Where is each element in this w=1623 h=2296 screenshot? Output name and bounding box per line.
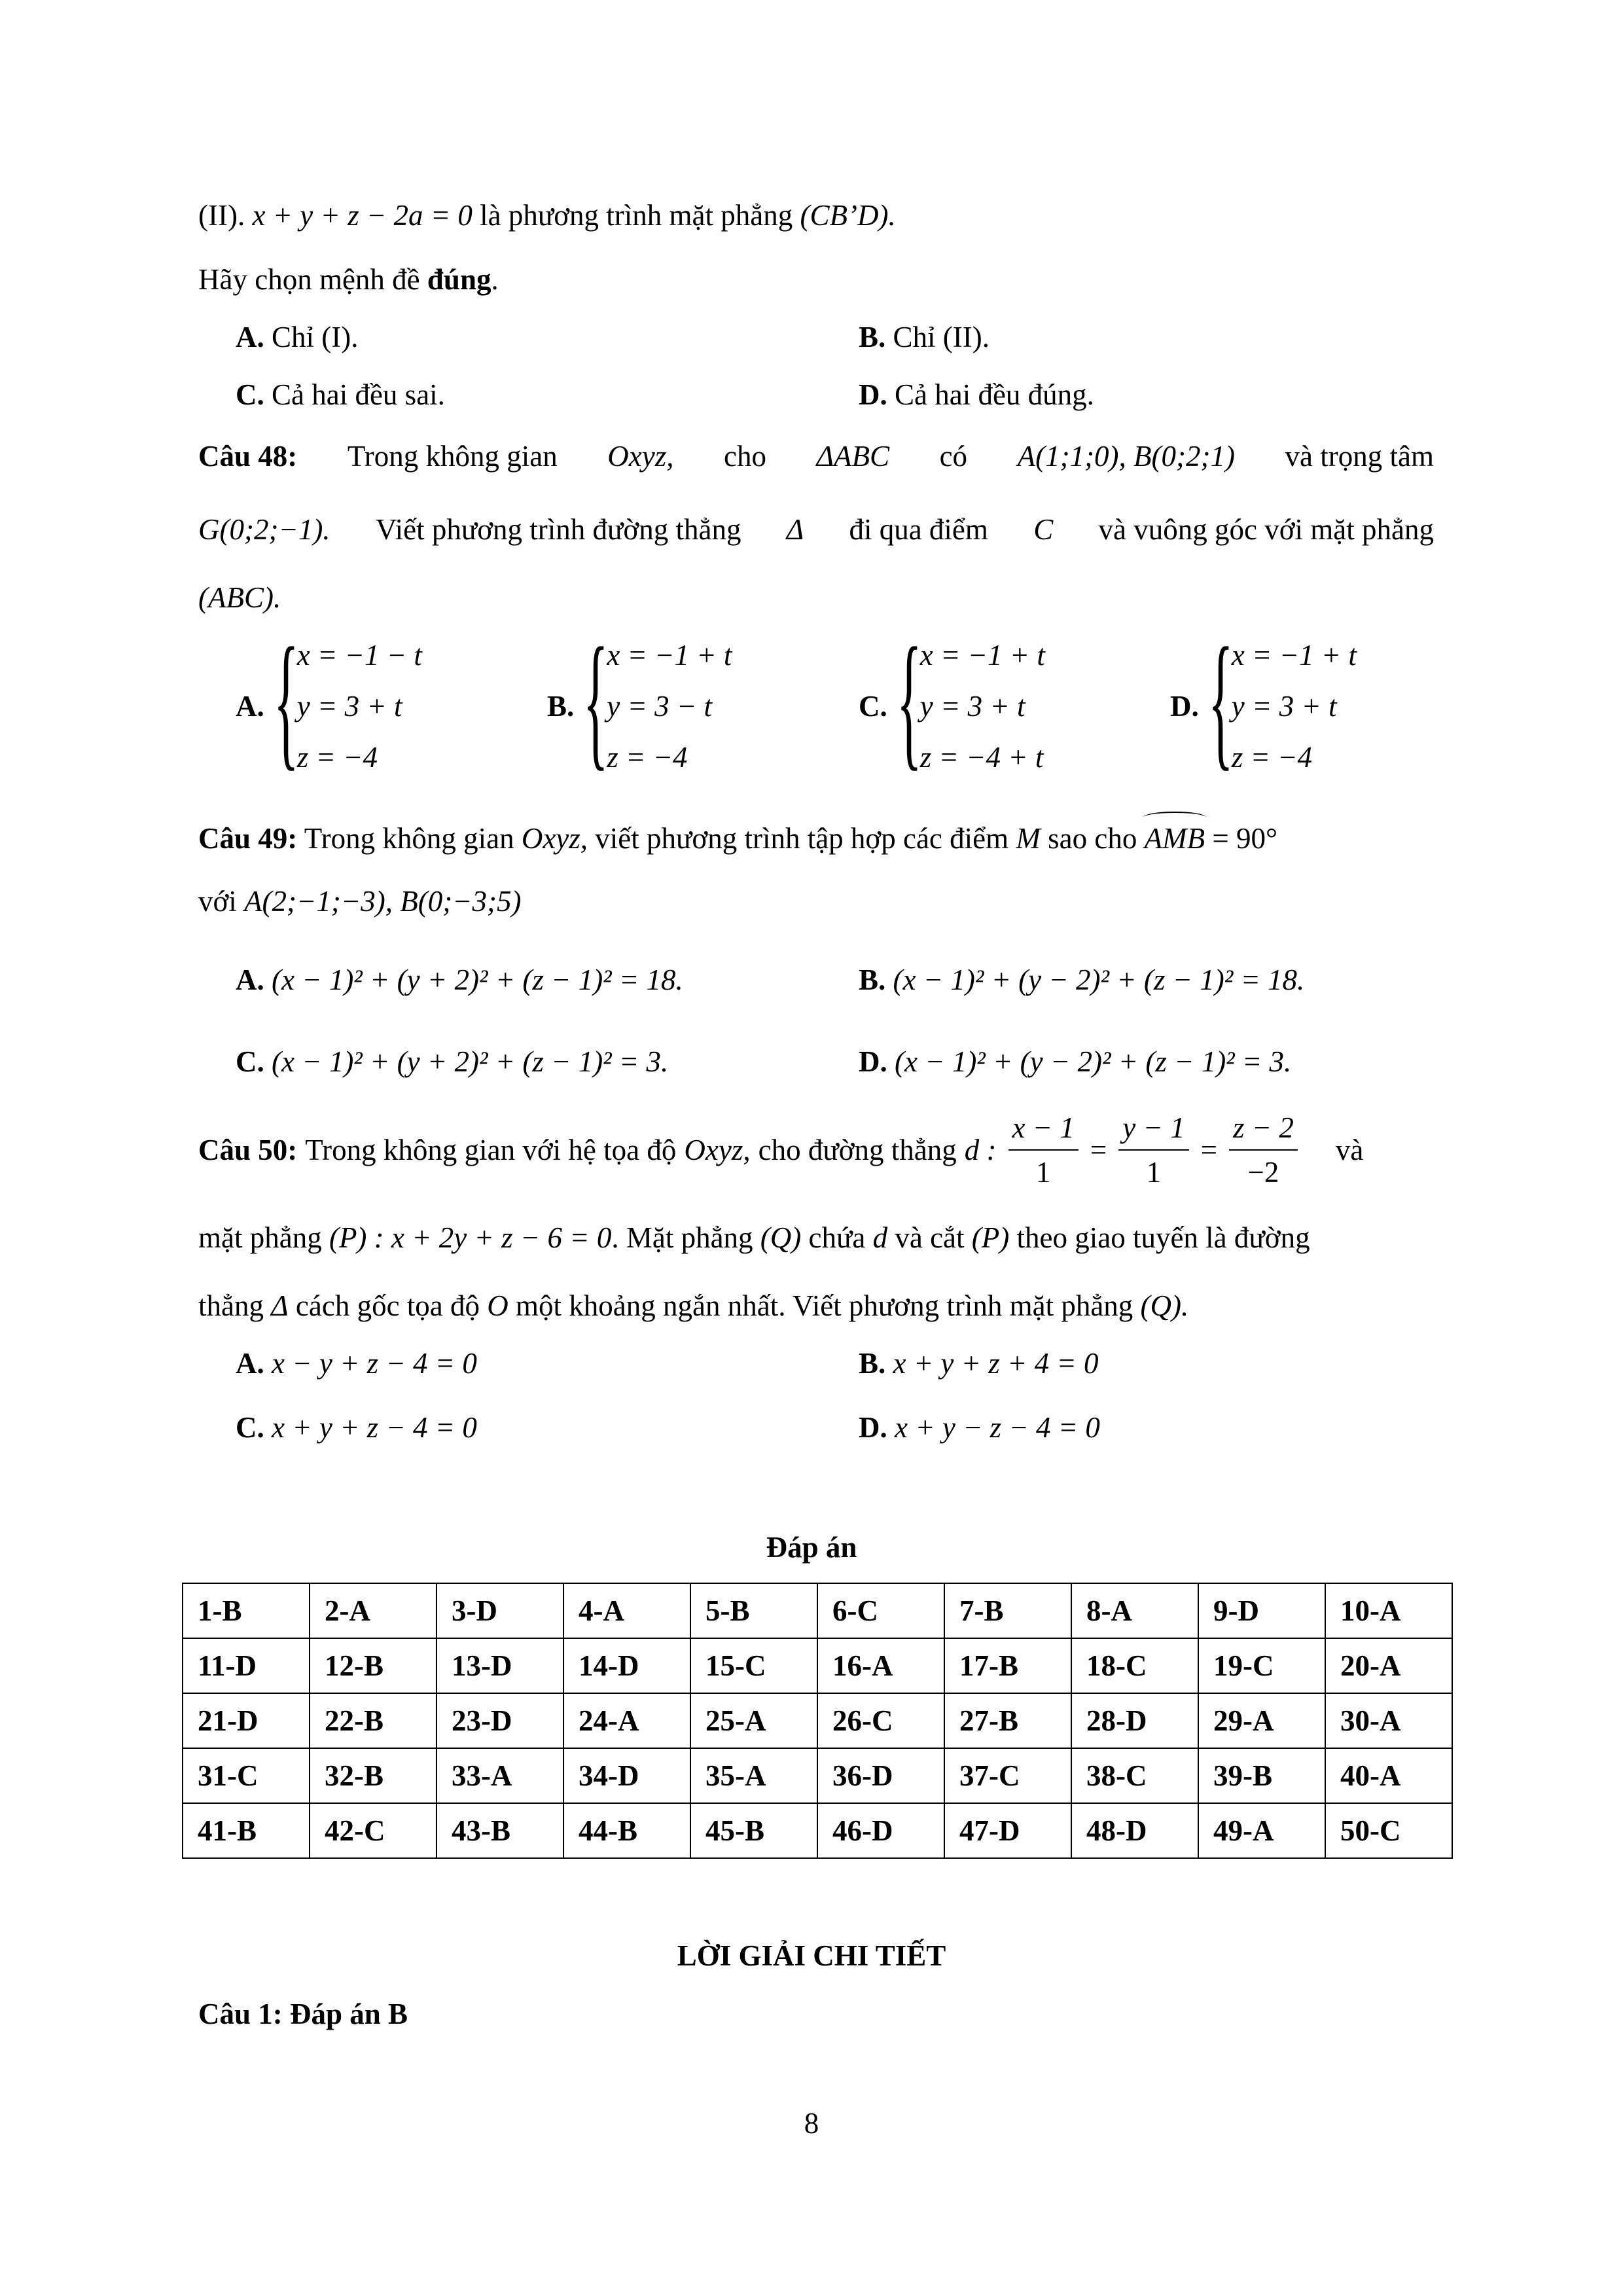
answer-cell: 15-C: [690, 1638, 817, 1693]
q50-line-1: Câu 50: Trong không gian với hệ tọa độ Oxyz, cho đường thẳng d : $\frac{x - 1}{1}$ = $\frac{y - 1}{1}$ = $\frac{z - 2}{-2}$ và: [198, 1111, 1364, 1189]
answer-cell: 19-C: [1198, 1638, 1325, 1693]
q50-option-b: B. x + y + z + 4 = 0: [859, 1347, 1099, 1380]
answer-cell: 48-D: [1071, 1803, 1198, 1858]
answer-cell: 5-B: [690, 1583, 817, 1638]
answer-cell: 46-D: [817, 1803, 944, 1858]
answer-cell: 2-A: [310, 1583, 437, 1638]
answer-cell: 8-A: [1071, 1583, 1198, 1638]
answer-cell: 25-A: [690, 1693, 817, 1748]
answer-cell: 6-C: [817, 1583, 944, 1638]
answer-cell: 23-D: [437, 1693, 563, 1748]
answers-title: Đáp án: [766, 1531, 857, 1564]
answer-row: [183, 1638, 1452, 1693]
q48-option-a: A. { x = −1 − t y = 3 + t z = −4: [236, 617, 422, 783]
answer-cell: 43-B: [437, 1803, 563, 1858]
answer-row: [183, 1803, 1452, 1858]
answer-cell: 39-B: [1198, 1748, 1325, 1803]
answer-cell: 35-A: [690, 1748, 817, 1803]
answer-cell: 18-C: [1071, 1638, 1198, 1693]
q49-option-d: D. (x − 1)² + (y − 2)² + (z − 1)² = 3.: [859, 1045, 1292, 1078]
q49-line-2: với A(2;−1;−3), B(0;−3;5): [198, 885, 522, 918]
q48-line-2: G(0;2;−1). Viết phương trình đường thẳng Δ đi qua điểm C và vuông góc với mặt phẳng: [198, 513, 1434, 546]
fraction-z: $\frac{z - 2}{-2}$: [1229, 1110, 1298, 1190]
q49-line-1: Câu 49: Trong không gian Oxyz, viết phương trình tập hợp các điểm M sao cho AMB = 90°: [198, 822, 1277, 855]
answer-cell: 16-A: [817, 1638, 944, 1693]
answer-cell: 49-A: [1198, 1803, 1325, 1858]
solution-title: LỜI GIẢI CHI TIẾT: [677, 1939, 946, 1972]
q47-prompt: Hãy chọn mệnh đề đúng.: [198, 263, 499, 296]
answer-cell: 4-A: [563, 1583, 690, 1638]
q47-option-b: B. Chỉ (II).: [859, 321, 990, 353]
answer-cell: 45-B: [690, 1803, 817, 1858]
answer-cell: 11-D: [183, 1638, 310, 1693]
answer-cell: 1-B: [183, 1583, 310, 1638]
brace-symbol: {: [273, 617, 299, 783]
q47-statement-2: (II). x + y + z − 2a = 0 là phương trình mặt phẳng (CB’D).: [198, 199, 896, 232]
page-number: 8: [804, 2107, 819, 2140]
answer-cell: 20-A: [1325, 1638, 1452, 1693]
answer-row: [183, 1583, 1452, 1638]
angle-arc: AMB: [1144, 822, 1205, 855]
answer-cell: 41-B: [183, 1803, 310, 1858]
answer-cell: 28-D: [1071, 1693, 1198, 1748]
answer-cell: 31-C: [183, 1748, 310, 1803]
q50-option-a: A. x − y + z − 4 = 0: [236, 1347, 477, 1380]
answer-cell: 44-B: [563, 1803, 690, 1858]
answer-cell: 47-D: [944, 1803, 1071, 1858]
answer-table: [182, 1583, 1453, 1859]
q47-option-a: A. Chỉ (I).: [236, 321, 359, 353]
q50-option-d: D. x + y − z − 4 = 0: [859, 1411, 1100, 1444]
answer-cell: 50-C: [1325, 1803, 1452, 1858]
answer-cell: 24-A: [563, 1693, 690, 1748]
q49-option-c: C. (x − 1)² + (y + 2)² + (z − 1)² = 3.: [236, 1045, 669, 1078]
q47-option-c: C. Cả hai đều sai.: [236, 378, 445, 411]
answer-cell: 30-A: [1325, 1693, 1452, 1748]
answer-cell: 21-D: [183, 1693, 310, 1748]
answer-cell: 22-B: [310, 1693, 437, 1748]
answer-cell: 3-D: [437, 1583, 563, 1638]
q49-option-b: B. (x − 1)² + (y − 2)² + (z − 1)² = 18.: [859, 963, 1305, 996]
q48-option-b: B. { x = −1 + t y = 3 − t z = −4: [547, 617, 732, 783]
answer-cell: 17-B: [944, 1638, 1071, 1693]
answer-cell: 12-B: [310, 1638, 437, 1693]
answer-cell: 37-C: [944, 1748, 1071, 1803]
q48-line-1: Câu 48: Trong không gian Oxyz, cho ΔABC có A(1;1;0), B(0;2;1) và trọng tâm: [198, 440, 1434, 473]
q50-line-2: mặt phẳng (P) : x + 2y + z − 6 = 0. Mặt phẳng (Q) chứa d và cắt (P) theo giao tuyến là đường: [198, 1221, 1310, 1254]
brace-symbol: {: [583, 617, 609, 783]
q47-option-d: D. Cả hai đều đúng.: [859, 378, 1094, 411]
answer-row: [183, 1693, 1452, 1748]
q48-option-c: C. { x = −1 + t y = 3 + t z = −4 + t: [859, 617, 1045, 783]
answer-cell: 10-A: [1325, 1583, 1452, 1638]
answer-cell: 36-D: [817, 1748, 944, 1803]
answer-cell: 29-A: [1198, 1693, 1325, 1748]
answer-cell: 27-B: [944, 1693, 1071, 1748]
answer-cell: 38-C: [1071, 1748, 1198, 1803]
answer-cell: 7-B: [944, 1583, 1071, 1638]
answer-row: [183, 1748, 1452, 1803]
fraction-x: $\frac{x - 1}{1}$: [1008, 1110, 1079, 1190]
q49-option-a: A. (x − 1)² + (y + 2)² + (z − 1)² = 18.: [236, 963, 683, 996]
answer-cell: 33-A: [437, 1748, 563, 1803]
answer-cell: 34-D: [563, 1748, 690, 1803]
answer-cell: 40-A: [1325, 1748, 1452, 1803]
answer-cell: 13-D: [437, 1638, 563, 1693]
brace-symbol: {: [1207, 617, 1234, 783]
q50-option-c: C. x + y + z − 4 = 0: [236, 1411, 477, 1444]
solution-q1-heading: Câu 1: Đáp án B: [198, 1998, 408, 2030]
brace-symbol: {: [896, 617, 922, 783]
fraction-y: $\frac{y - 1}{1}$: [1118, 1110, 1188, 1190]
answer-cell: 42-C: [310, 1803, 437, 1858]
answer-cell: 26-C: [817, 1693, 944, 1748]
answer-cell: 14-D: [563, 1638, 690, 1693]
q50-line-3: thẳng Δ cách gốc tọa độ O một khoảng ngắn nhất. Viết phương trình mặt phẳng (Q).: [198, 1289, 1189, 1322]
answer-cell: 32-B: [310, 1748, 437, 1803]
q48-line-3: (ABC).: [198, 581, 281, 614]
answer-cell: 9-D: [1198, 1583, 1325, 1638]
q48-option-d: D. { x = −1 + t y = 3 + t z = −4: [1170, 617, 1357, 783]
